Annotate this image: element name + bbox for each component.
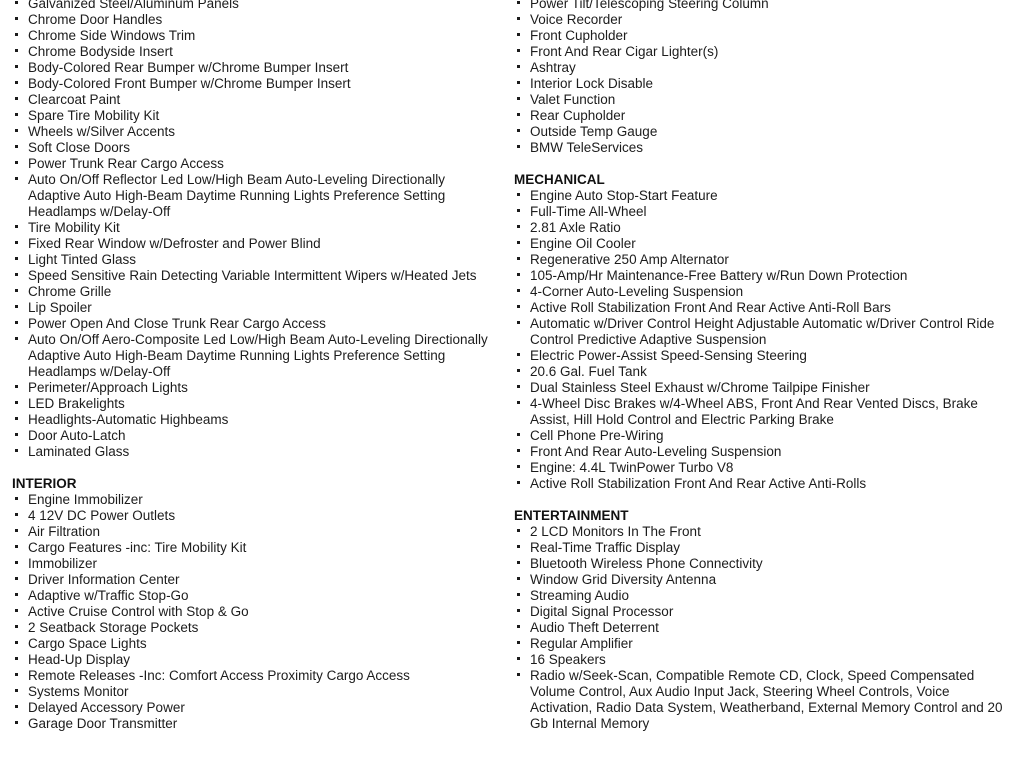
feature-text: Audio Theft Deterrent: [530, 620, 659, 635]
feature-text: Engine Auto Stop-Start Feature: [530, 188, 718, 203]
feature-text: Dual Stainless Steel Exhaust w/Chrome Tailpipe Finisher: [530, 380, 870, 395]
feature-item: [12, 332, 490, 380]
feature-text: Power Open And Close Trunk Rear Cargo Access: [28, 316, 326, 331]
feature-text: Ashtray: [530, 60, 576, 75]
feature-text: Active Cruise Control with Stop & Go: [28, 604, 249, 619]
feature-item: [514, 204, 1010, 220]
bullet-icon: [517, 353, 520, 356]
feature-item: [514, 396, 1010, 428]
feature-text: Outside Temp Gauge: [530, 124, 658, 139]
bullet-icon: [517, 49, 520, 52]
feature-item: [12, 156, 490, 172]
feature-text: Front And Rear Auto-Leveling Suspension: [530, 444, 782, 459]
feature-text: 105-Amp/Hr Maintenance-Free Battery w/Run Down Protection: [530, 268, 908, 283]
bullet-icon: [517, 625, 520, 628]
bullet-icon: [15, 641, 18, 644]
bullet-icon: [15, 657, 18, 660]
feature-text: Chrome Grille: [28, 284, 112, 299]
bullet-icon: [15, 33, 18, 36]
feature-item: [12, 716, 490, 732]
feature-text: Rear Cupholder: [530, 108, 626, 123]
feature-item: [514, 188, 1010, 204]
feature-list: [514, 0, 1010, 156]
feature-item: [12, 92, 490, 108]
feature-section: [514, 0, 1010, 156]
feature-item: [12, 44, 490, 60]
feature-text: Power Tilt/Telescoping Steering Column: [530, 0, 769, 11]
bullet-icon: [15, 545, 18, 548]
feature-item: [514, 220, 1010, 236]
feature-item: [514, 316, 1010, 348]
feature-text: Digital Signal Processor: [530, 604, 674, 619]
feature-text: BMW TeleServices: [530, 140, 644, 155]
bullet-icon: [517, 145, 520, 148]
bullet-icon: [517, 81, 520, 84]
feature-item: [12, 12, 490, 28]
bullet-icon: [517, 609, 520, 612]
feature-text: Valet Function: [530, 92, 616, 107]
bullet-icon: [517, 305, 520, 308]
feature-text: Door Auto-Latch: [28, 428, 126, 443]
feature-item: [514, 556, 1010, 572]
bullet-icon: [15, 113, 18, 116]
bullet-icon: [517, 385, 520, 388]
feature-text: Cell Phone Pre-Wiring: [530, 428, 664, 443]
bullet-icon: [517, 593, 520, 596]
feature-list: [514, 524, 1010, 732]
feature-item: [12, 620, 490, 636]
feature-text: Systems Monitor: [28, 684, 129, 699]
feature-text: Front Cupholder: [530, 28, 628, 43]
section-heading: INTERIOR: [12, 476, 77, 491]
bullet-icon: [15, 401, 18, 404]
feature-item: [514, 588, 1010, 604]
bullet-icon: [517, 97, 520, 100]
bullet-icon: [15, 385, 18, 388]
feature-item: [514, 476, 1010, 492]
feature-item: [514, 380, 1010, 396]
feature-section: [514, 172, 1010, 492]
feature-item: [514, 268, 1010, 284]
feature-item: [514, 668, 1010, 732]
feature-text: 2.81 Axle Ratio: [530, 220, 621, 235]
feature-item: [12, 444, 490, 460]
feature-section: [12, 0, 490, 460]
feature-item: [12, 28, 490, 44]
bullet-icon: [15, 433, 18, 436]
feature-text: Active Roll Stabilization Front And Rear Active Anti-Roll Bars: [530, 300, 891, 315]
feature-list: [514, 188, 1010, 492]
bullet-icon: [517, 641, 520, 644]
bullet-icon: [15, 337, 18, 340]
feature-text: Chrome Door Handles: [28, 12, 163, 27]
feature-text: Engine Immobilizer: [28, 492, 143, 507]
features-column-right: [514, 0, 1010, 732]
feature-item: [514, 12, 1010, 28]
bullet-icon: [15, 721, 18, 724]
feature-item: [12, 684, 490, 700]
feature-text: Engine Oil Cooler: [530, 236, 636, 251]
bullet-icon: [517, 17, 520, 20]
bullet-icon: [517, 369, 520, 372]
feature-text: 2 LCD Monitors In The Front: [530, 524, 701, 539]
feature-text: 16 Speakers: [530, 652, 606, 667]
feature-item: [514, 284, 1010, 300]
feature-item: [12, 76, 490, 92]
bullet-icon: [517, 529, 520, 532]
feature-text: Laminated Glass: [28, 444, 130, 459]
feature-item: [514, 428, 1010, 444]
feature-item: [514, 0, 1010, 12]
feature-item: [514, 236, 1010, 252]
feature-item: [12, 588, 490, 604]
feature-text: Chrome Side Windows Trim: [28, 28, 196, 43]
feature-item: [514, 636, 1010, 652]
bullet-icon: [517, 1, 520, 4]
feature-item: [514, 28, 1010, 44]
bullet-icon: [517, 481, 520, 484]
feature-text: Streaming Audio: [530, 588, 630, 603]
bullet-icon: [15, 689, 18, 692]
feature-text: Power Trunk Rear Cargo Access: [28, 156, 224, 171]
bullet-icon: [517, 433, 520, 436]
bullet-icon: [15, 321, 18, 324]
feature-item: [12, 284, 490, 300]
bullet-icon: [517, 401, 520, 404]
feature-item: [12, 412, 490, 428]
feature-item: [12, 268, 490, 284]
feature-item: [514, 140, 1010, 156]
feature-text: Cargo Features -inc: Tire Mobility Kit: [28, 540, 247, 555]
feature-text: Remote Releases -Inc: Comfort Access Proximity Cargo Access: [28, 668, 410, 683]
feature-text: Wheels w/Silver Accents: [28, 124, 176, 139]
feature-item: [12, 604, 490, 620]
feature-item: [514, 620, 1010, 636]
feature-section: [12, 476, 490, 732]
feature-text: Air Filtration: [28, 524, 101, 539]
bullet-icon: [15, 673, 18, 676]
bullet-icon: [15, 289, 18, 292]
section-heading: ENTERTAINMENT: [514, 508, 629, 523]
bullet-icon: [15, 1, 18, 4]
feature-item: [514, 524, 1010, 540]
feature-item: [12, 700, 490, 716]
feature-item: [12, 396, 490, 412]
feature-list: [12, 0, 490, 460]
feature-item: [12, 524, 490, 540]
bullet-icon: [15, 513, 18, 516]
bullet-icon: [517, 577, 520, 580]
bullet-icon: [517, 113, 520, 116]
feature-text: Body-Colored Front Bumper w/Chrome Bumper Insert: [28, 76, 351, 91]
feature-item: [514, 44, 1010, 60]
bullet-icon: [15, 145, 18, 148]
feature-item: [12, 540, 490, 556]
feature-text: Garage Door Transmitter: [28, 716, 178, 731]
feature-text: Real-Time Traffic Display: [530, 540, 681, 555]
feature-item: [514, 572, 1010, 588]
bullet-icon: [15, 97, 18, 100]
feature-text: Cargo Space Lights: [28, 636, 147, 651]
bullet-icon: [15, 593, 18, 596]
bullet-icon: [15, 225, 18, 228]
bullet-icon: [15, 417, 18, 420]
feature-item: [12, 236, 490, 252]
feature-text: Voice Recorder: [530, 12, 623, 27]
bullet-icon: [15, 257, 18, 260]
feature-item: [12, 140, 490, 156]
feature-item: [12, 556, 490, 572]
bullet-icon: [15, 449, 18, 452]
feature-item: [12, 380, 490, 396]
bullet-icon: [517, 545, 520, 548]
bullet-icon: [517, 673, 520, 676]
feature-item: [12, 316, 490, 332]
feature-item: [12, 668, 490, 684]
feature-text: Spare Tire Mobility Kit: [28, 108, 160, 123]
bullet-icon: [15, 161, 18, 164]
bullet-icon: [517, 449, 520, 452]
feature-text: Delayed Accessory Power: [28, 700, 185, 715]
feature-text: Fixed Rear Window w/Defroster and Power Blind: [28, 236, 321, 251]
feature-item: [12, 0, 490, 12]
bullet-icon: [517, 257, 520, 260]
feature-text: Electric Power-Assist Speed-Sensing Steering: [530, 348, 807, 363]
feature-text: Auto On/Off Reflector Led Low/High Beam Auto-Leveling Directionally Adaptive Auto High-Beam Daytime Running Lights Preference Setting Headlamps w/Delay-Off: [28, 172, 446, 219]
bullet-icon: [517, 465, 520, 468]
bullet-icon: [15, 129, 18, 132]
bullet-icon: [15, 625, 18, 628]
section-heading: MECHANICAL: [514, 172, 605, 187]
feature-text: Interior Lock Disable: [530, 76, 654, 91]
feature-item: [514, 108, 1010, 124]
bullet-icon: [15, 705, 18, 708]
feature-text: Body-Colored Rear Bumper w/Chrome Bumper Insert: [28, 60, 349, 75]
bullet-icon: [15, 577, 18, 580]
feature-text: Headlights-Automatic Highbeams: [28, 412, 229, 427]
bullet-icon: [15, 305, 18, 308]
feature-text: Regenerative 250 Amp Alternator: [530, 252, 729, 267]
feature-text: Tire Mobility Kit: [28, 220, 120, 235]
feature-text: Clearcoat Paint: [28, 92, 121, 107]
feature-text: Perimeter/Approach Lights: [28, 380, 188, 395]
feature-item: [514, 460, 1010, 476]
feature-text: LED Brakelights: [28, 396, 125, 411]
bullet-icon: [15, 49, 18, 52]
feature-item: [12, 428, 490, 444]
feature-item: [12, 172, 490, 220]
feature-text: Immobilizer: [28, 556, 98, 571]
bullet-icon: [517, 65, 520, 68]
feature-item: [12, 60, 490, 76]
bullet-icon: [517, 193, 520, 196]
feature-item: [514, 60, 1010, 76]
feature-item: [12, 636, 490, 652]
bullet-icon: [517, 561, 520, 564]
feature-text: Regular Amplifier: [530, 636, 633, 651]
bullet-icon: [517, 321, 520, 324]
feature-text: Bluetooth Wireless Phone Connectivity: [530, 556, 763, 571]
bullet-icon: [517, 225, 520, 228]
bullet-icon: [517, 129, 520, 132]
bullet-icon: [15, 529, 18, 532]
feature-text: 2 Seatback Storage Pockets: [28, 620, 199, 635]
feature-text: Radio w/Seek-Scan, Compatible Remote CD, Clock, Speed Compensated Volume Control, Aux Audio Input Jack, Steering Wheel Controls, Voice Activation, Radio Data System, Weatherband, External Memory Control and 20 Gb Internal Memory: [530, 668, 1003, 731]
feature-text: Lip Spoiler: [28, 300, 92, 315]
feature-item: [12, 252, 490, 268]
feature-item: [514, 444, 1010, 460]
feature-item: [12, 508, 490, 524]
feature-item: [514, 652, 1010, 668]
feature-item: [514, 252, 1010, 268]
feature-text: Full-Time All-Wheel: [530, 204, 647, 219]
feature-item: [514, 300, 1010, 316]
feature-text: Galvanized Steel/Aluminum Panels: [28, 0, 239, 11]
bullet-icon: [517, 273, 520, 276]
feature-item: [514, 92, 1010, 108]
bullet-icon: [15, 81, 18, 84]
feature-text: Front And Rear Cigar Lighter(s): [530, 44, 719, 59]
feature-text: Light Tinted Glass: [28, 252, 137, 267]
feature-text: 4-Wheel Disc Brakes w/4-Wheel ABS, Front And Rear Vented Discs, Brake Assist, Hill Hold Control and Electric Parking Brake: [530, 396, 978, 427]
feature-text: Soft Close Doors: [28, 140, 131, 155]
feature-text: Window Grid Diversity Antenna: [530, 572, 717, 587]
feature-text: Speed Sensitive Rain Detecting Variable Intermittent Wipers w/Heated Jets: [28, 268, 477, 283]
bullet-icon: [15, 177, 18, 180]
bullet-icon: [15, 17, 18, 20]
feature-item: [12, 220, 490, 236]
feature-text: Adaptive w/Traffic Stop-Go: [28, 588, 189, 603]
bullet-icon: [15, 561, 18, 564]
feature-text: Head-Up Display: [28, 652, 131, 667]
feature-text: Chrome Bodyside Insert: [28, 44, 173, 59]
feature-text: Automatic w/Driver Control Height Adjustable Automatic w/Driver Control Ride Control Predictive Adaptive Suspension: [530, 316, 995, 347]
feature-text: 20.6 Gal. Fuel Tank: [530, 364, 647, 379]
feature-item: [12, 492, 490, 508]
bullet-icon: [517, 209, 520, 212]
feature-text: Auto On/Off Aero-Composite Led Low/High Beam Auto-Leveling Directionally Adaptive Auto High-Beam Daytime Running Lights Preference Setting Headlamps w/Delay-Off: [28, 332, 488, 379]
feature-item: [514, 604, 1010, 620]
feature-item: [514, 76, 1010, 92]
feature-list: [12, 492, 490, 732]
bullet-icon: [15, 65, 18, 68]
feature-item: [12, 572, 490, 588]
feature-item: [514, 348, 1010, 364]
feature-text: Active Roll Stabilization Front And Rear Active Anti-Rolls: [530, 476, 867, 491]
bullet-icon: [15, 273, 18, 276]
bullet-icon: [15, 497, 18, 500]
feature-item: [514, 540, 1010, 556]
feature-item: [12, 300, 490, 316]
bullet-icon: [517, 241, 520, 244]
feature-text: Engine: 4.4L TwinPower Turbo V8: [530, 460, 734, 475]
feature-item: [514, 124, 1010, 140]
bullet-icon: [15, 609, 18, 612]
bullet-icon: [517, 33, 520, 36]
feature-item: [12, 108, 490, 124]
feature-section: [514, 508, 1010, 732]
feature-text: Driver Information Center: [28, 572, 180, 587]
feature-item: [514, 364, 1010, 380]
features-column-left: [12, 0, 490, 732]
bullet-icon: [517, 289, 520, 292]
feature-text: 4 12V DC Power Outlets: [28, 508, 176, 523]
feature-text: 4-Corner Auto-Leveling Suspension: [530, 284, 744, 299]
bullet-icon: [15, 241, 18, 244]
feature-item: [12, 652, 490, 668]
feature-item: [12, 124, 490, 140]
bullet-icon: [517, 657, 520, 660]
